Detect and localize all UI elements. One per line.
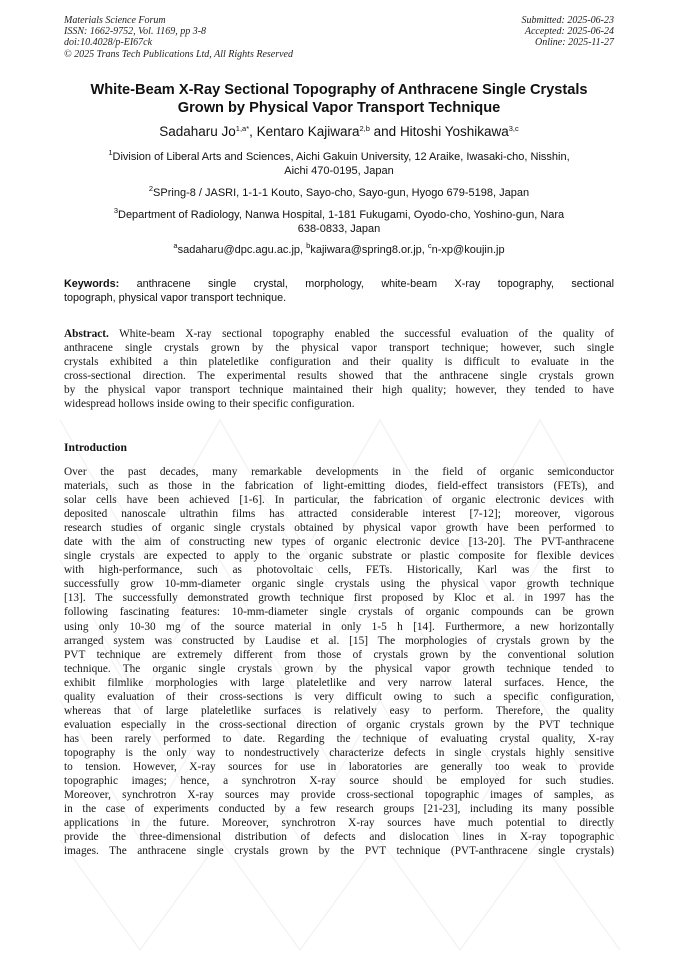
abstract-label: Abstract. (64, 328, 109, 340)
email-c[interactable]: n-xp@koujin.jp (431, 244, 505, 256)
intro-line: has been rarely performed to date. Regarding the technique of evaluating crystal quality, X-ray (64, 732, 614, 745)
author-emails (64, 243, 614, 257)
submitted-date: Submitted: 2025-06-23 (521, 15, 614, 26)
title-line-1: White-Beam X-Ray Sectional Topography of Anthracene Single Crystals (90, 82, 588, 98)
intro-line: PVT technique are extremely different from those of crystals grown by the conventional solution (64, 648, 614, 661)
abstract-line: widespread hollows inside owing to their specific configuration. (64, 398, 355, 411)
header-right (522, 15, 615, 49)
intro-line: solar cells have been achieved [1-6]. In particular, the fabrication of organic electronic devices with (64, 494, 614, 507)
intro-line: arranged system was constructed by Laudise et al. [15] The morphologies of crystals grown by the (64, 634, 614, 647)
intro-line: topography is the only way to nondestructively characterize defects in single crystals highly sensitive (64, 746, 614, 759)
intro-line: in the case of experiments conducted by a few research groups [21-23], including its many possible (64, 803, 614, 816)
title-line-2: Grown by Physical Vapor Transport Technique (177, 100, 501, 116)
intro-line: applications in the future. Moreover, synchrotron X-ray sources have much potential to directly (64, 817, 614, 830)
affiliation-3-line-2: 638-0833, Japan (297, 223, 381, 236)
author-sep-1: , (249, 124, 257, 139)
affiliation-2-line-1: SPring-8 / JASRI, 1-1-1 Kouto, Sayo-cho, Sayo-gun, Hyogo 679-5198, Japan (153, 187, 530, 199)
header-left (64, 15, 293, 60)
affiliation-2 (64, 186, 614, 200)
intro-line: with high-performance, such as photovoltaic cells, FETs. Historically, Karl was the first to (64, 564, 614, 577)
email-c-sup: c (427, 241, 432, 250)
author-2: Kentaro Kajiwara (256, 124, 360, 139)
keywords-label: Keywords: (64, 278, 120, 290)
introduction-body (64, 465, 614, 858)
issn-line: ISSN: 1662-9752, Vol. 1169, pp 3-8 (64, 26, 207, 38)
email-a[interactable]: sadaharu@dpc.agu.ac.jp, (177, 244, 307, 256)
abstract-block (64, 327, 614, 411)
intro-line: Over the past decades, many remarkable developments in the field of organic semiconductor (64, 466, 614, 478)
author-1: Sadaharu Jo (159, 124, 236, 139)
keywords-block (64, 278, 614, 306)
intro-line: single crystals are expected to apply to the organic substrate or plastic composite for flexible devices (64, 550, 614, 563)
author-3-sup: 3,c (508, 124, 519, 133)
email-a-sup: a (173, 241, 178, 250)
intro-line: to tension. However, X-ray sources for use in laboratories are generally too weak to provide (64, 760, 614, 773)
author-3: Hitoshi Yoshikawa (399, 124, 509, 139)
intro-line: whereas that of large plateletlike surfaces is relatively easy to perform. Therefore, the quality (64, 704, 614, 717)
author-2-sup: 2,b (359, 124, 370, 133)
abstract-line: cross-sectional direction. The experimental results showed that the anthracene single crystals grown (64, 370, 614, 383)
intro-line: provide the three-dimensional distribution of defects and dislocation lines in X-ray topographic (64, 831, 614, 844)
intro-line: [13]. The successfully demonstrated growth technique first proposed by Kloc et al. in 1997 has the (64, 592, 614, 605)
intro-line: following fascinating features: 10-mm-diameter single crystals of organic compounds can be grown (64, 606, 614, 619)
intro-line: Moreover, synchrotron X-ray sources may provide cross-sectional topographic images of samples, as (64, 789, 614, 802)
intro-line: exhibit filmlike morphologies with large plateletlike and very narrow lateral surfaces. Hence, the (64, 676, 614, 689)
intro-line: using only 10-30 mg of the source material in only 1-5 h [14]. Furthermore, a new horizontally (64, 620, 614, 633)
copyright-line: © 2025 Trans Tech Publications Ltd, All Rights Reserved (64, 48, 293, 60)
accepted-date: Accepted: 2025-06-24 (524, 26, 614, 38)
online-date: Online: 2025-11-27 (535, 37, 614, 49)
affiliation-1-sup: 1 (108, 148, 113, 157)
affiliation-3-sup: 3 (113, 206, 118, 215)
abstract-line: anthracene single crystals grown by the physical vapor transport technique; however, such single (64, 342, 614, 355)
intro-line: quality evaluation of their cross-sections is very difficult owing to such a specific configuration, (64, 690, 614, 703)
intro-line: evaluation especially in the cross-sectional direction of organic crystals grown by the PVT technique (64, 718, 614, 731)
affiliation-1-line-2: Aichi 470-0195, Japan (284, 165, 394, 178)
intro-line: technique. The organic single crystals grown by the physical vapor growth technique tended to (64, 662, 614, 675)
intro-line: research studies of organic single crystals obtained by physical vapor growth have been performed to (64, 522, 614, 535)
intro-line: materials, such as those in the fabrication of light-emitting diodes, field-effect transistors (FETs), and (64, 480, 614, 493)
keywords-line-1: anthracene single crystal, morphology, white-beam X-ray topography, sectional (119, 278, 614, 290)
affiliation-2-sup: 2 (148, 184, 154, 193)
affiliation-3 (64, 208, 614, 237)
journal-name: Materials Science Forum (64, 15, 166, 26)
doi-line: doi:10.4028/p-EI67ck (64, 37, 153, 49)
email-b-sup: b (306, 241, 311, 250)
intro-line: successfully grow 10-mm-diameter organic single crystals using the physical vapor growth technique (64, 578, 614, 591)
keywords-line-2: topograph, physical vapor transport technique. (64, 292, 287, 305)
abstract-line: White-beam X-ray sectional topography enabled the successful evaluation of the quality of (108, 328, 614, 340)
abstract-line: crystals exhibited a thin plateletlike configuration and their quality is difficult to evaluate in the (64, 356, 614, 369)
email-b[interactable]: kajiwara@spring8.or.jp, (310, 244, 428, 256)
abstract-line: by the physical vapor transport technique maintained their high quality; however, they tended to have (64, 384, 614, 397)
intro-line: images. The anthracene single crystals grown by the PVT technique (PVT-anthracene single crystals) (64, 845, 614, 858)
affiliation-3-line-1: Department of Radiology, Nanwa Hospital, 1-181 Fukugami, Oyodo-cho, Yoshino-gun, Nara (118, 209, 565, 221)
introduction-heading: Introduction (64, 441, 127, 454)
intro-line: topographic images; hence, a synchrotron X-ray source should be employed for such studies. (64, 775, 614, 788)
author-sep-2: and (369, 124, 400, 139)
paper-title (50, 81, 628, 117)
author-1-sup: 1,a* (235, 124, 250, 133)
affiliation-1 (64, 150, 614, 179)
intro-line: date with the aim of constructing new types of organic electronic device [13-20]. The PVT-anthracene (64, 536, 614, 549)
author-list (40, 124, 638, 140)
affiliation-1-line-1: Division of Liberal Arts and Sciences, Aichi Gakuin University, 12 Araike, Iwasaki-cho, Nisshin, (112, 151, 570, 163)
intro-line: deposited nanoscale ultrathin films has attracted considerable interest [7-12]; moreover, vigorous (64, 508, 614, 521)
